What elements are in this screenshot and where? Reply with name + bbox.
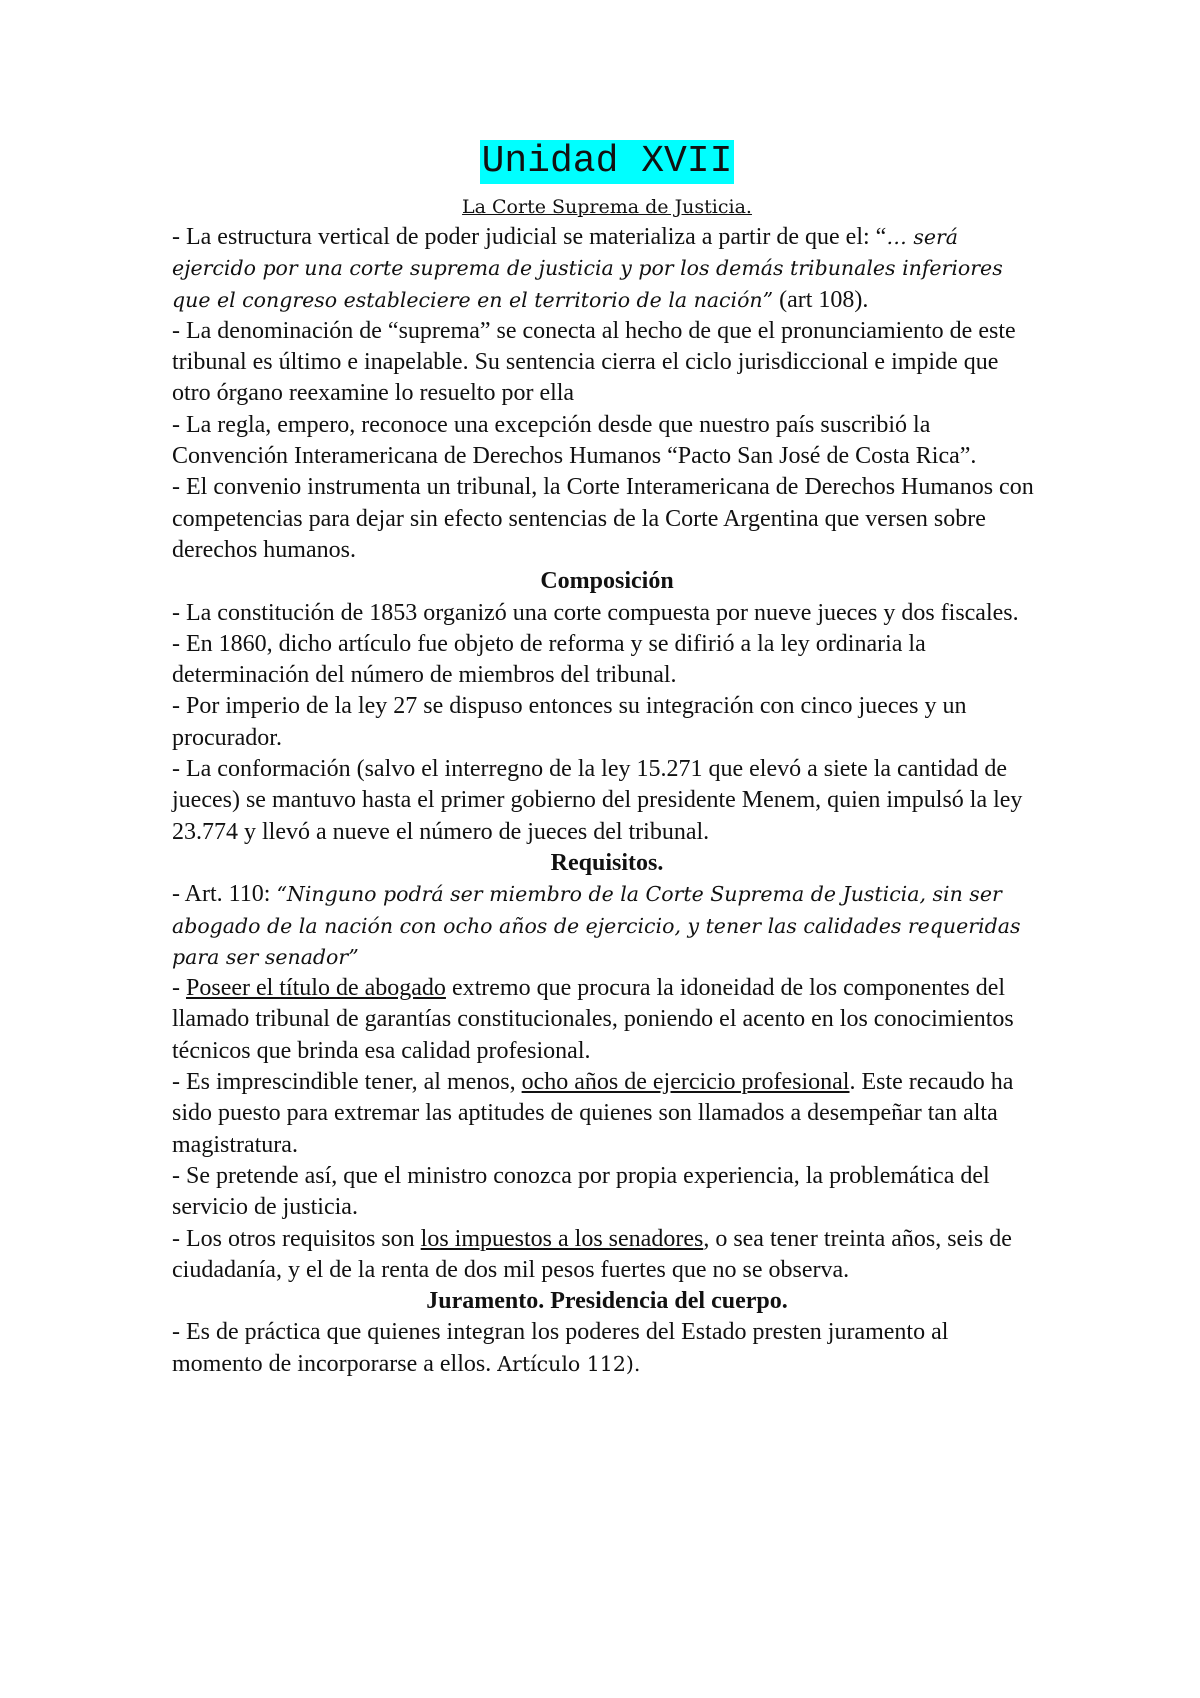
document-page	[172, 140, 1042, 1380]
paragraph-art110	[172, 879, 1042, 973]
paragraph-titulo-abogado	[172, 973, 1042, 1067]
paragraph-structure-intro: - La estructura vertical de poder judicial se materializa a partir de que el: “	[172, 224, 887, 250]
paragraph-structure-end: (art 108).	[773, 286, 869, 313]
paragraph-exception: - La regla, empero, reconoce una excepción desde que nuestro país suscribió la Convención Interamericana de Derechos Humanos “Pacto San José de Costa Rica”.	[172, 411, 977, 470]
heading-requisitos: Requisitos.	[550, 849, 664, 876]
paragraph-suprema: - La denominación de “suprema” se conecta al hecho de que el pronunciamiento de este tribunal es último e inapelable. Su sentencia cierra el ciclo jurisdiccional e impide que otro órgano reexamine lo resuelto por ella	[172, 317, 1016, 407]
paragraph-ocho-rest: . Este recaudo ha sido puesto para extremar las aptitudes de quienes son llamados a desempeñar tan alta magistratura.	[172, 1069, 1014, 1158]
title-container	[172, 140, 1042, 192]
paragraph-ocho-anos	[172, 1067, 1042, 1161]
paragraph-otros-rest: , o sea tener treinta años, seis de ciudadanía, y el de la renta de dos mil pesos fuertes que no se observa.	[172, 1225, 1012, 1283]
heading-composicion: Composición	[540, 568, 674, 595]
paragraph-titulo-prefix: -	[172, 975, 186, 1002]
paragraph-juramento-article: Artículo 112).	[497, 1351, 641, 1376]
paragraph-composicion-1853: - La constitución de 1853 organizó una corte compuesta por nueve jueces y dos fiscales.	[172, 599, 1019, 626]
heading-juramento: Juramento. Presidencia del cuerpo.	[426, 1288, 788, 1315]
page-title: Unidad XVII	[481, 140, 733, 183]
paragraph-juramento	[172, 1317, 1042, 1380]
paragraph-art110-quote: “Ninguno podrá ser miembro de la Corte Suprema de Justicia, sin ser abogado de la nación con ocho años de ejercicio, y tener las calidades requeridas para ser senador”	[172, 882, 1021, 969]
paragraph-ocho-prefix: - Es imprescindible tener, al menos,	[172, 1069, 522, 1096]
paragraph-composicion-menem: - La conformación (salvo el interregno de la ley 15.271 que elevó a siete la cantidad de jueces) se mantuvo hasta el primer gobierno del presidente Menem, quien impulsó la ley 23.774 y llevó a nueve el número de jueces del tribunal.	[172, 756, 1023, 845]
paragraph-titulo-underlined: Poseer el título de abogado	[186, 975, 446, 1002]
paragraph-otros-prefix: - Los otros requisitos son	[172, 1225, 421, 1252]
document-subtitle: La Corte Suprema de Justicia.	[462, 196, 752, 218]
paragraph-otros-underlined: los impuestos a los senadores	[420, 1225, 704, 1252]
paragraph-ocho-underlined: ocho años de ejercicio profesional	[521, 1069, 850, 1096]
paragraph-convenio: - El convenio instrumenta un tribunal, la Corte Interamericana de Derechos Humanos con competencias para dejar sin efecto sentencias de la Corte Argentina que versen sobre derechos humanos.	[172, 474, 1034, 563]
paragraph-structure-quote: … será ejercido por una corte suprema de justicia y por los demás tribunales inferiores que el congreso estableciere en el territorio de la nación”	[172, 225, 1003, 312]
paragraph-titulo-rest: extremo que procura la idoneidad de los componentes del llamado tribunal de garantías constitucionales, poniendo el acento en los conocimientos técnicos que brinda esa calidad profesional.	[172, 975, 1014, 1064]
paragraph-structure	[172, 222, 1042, 316]
paragraph-art110-intro: - Art. 110:	[172, 881, 277, 908]
paragraph-composicion-1860: - En 1860, dicho artículo fue objeto de reforma y se difirió a la ley ordinaria la determinación del número de miembros del tribunal.	[172, 630, 926, 689]
paragraph-otros-requisitos	[172, 1224, 1042, 1287]
paragraph-juramento-text: - Es de práctica que quienes integran los poderes del Estado presten juramento al momento de incorporarse a ellos.	[172, 1319, 949, 1377]
paragraph-experiencia: - Se pretende así, que el ministro conozca por propia experiencia, la problemática del servicio de justicia.	[172, 1162, 990, 1221]
paragraph-composicion-ley27: - Por imperio de la ley 27 se dispuso entonces su integración con cinco jueces y un procurador.	[172, 693, 967, 751]
